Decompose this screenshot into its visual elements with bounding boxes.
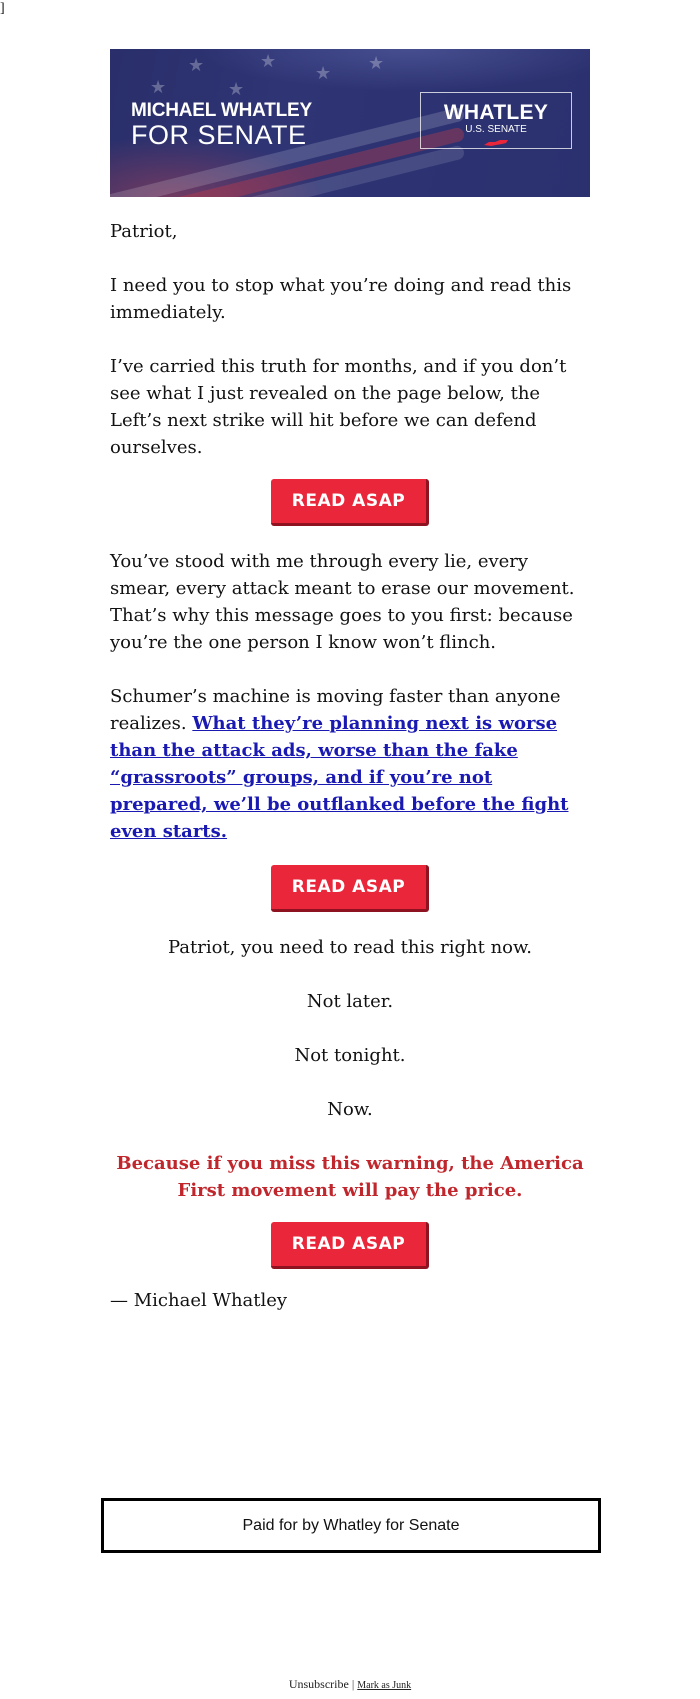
flag-star-icon: ★ bbox=[260, 51, 277, 72]
logo-subtitle: U.S. SENATE bbox=[465, 124, 527, 135]
mark-as-junk-link[interactable]: Mark as Junk bbox=[357, 1680, 412, 1691]
line-not-later: Not later. bbox=[306, 991, 394, 1012]
banner-title-line1: MICHAEL WHATLEY bbox=[131, 100, 313, 121]
paragraph-stop-reading: I need you to stop what you’re doing and read this immediately. bbox=[110, 275, 572, 323]
read-asap-button-2[interactable]: READ ASAP bbox=[271, 865, 429, 912]
unsubscribe-link[interactable]: Unsubscribe bbox=[288, 1677, 349, 1691]
line-now: Now. bbox=[327, 1099, 373, 1120]
footer-links bbox=[0, 1677, 700, 1692]
schumer-text: Schumer’s machine is moving faster than anyone realizes. bbox=[110, 686, 561, 734]
read-asap-button-3[interactable]: READ ASAP bbox=[271, 1222, 429, 1269]
flag-star-icon: ★ bbox=[368, 53, 385, 74]
paragraph-truth: I’ve carried this truth for months, and if you don’t see what I just revealed on the page below, the Left’s next strike will hit before we can defend ourselves. bbox=[110, 356, 567, 458]
greeting: Patriot, bbox=[110, 221, 178, 242]
flag-star-icon: ★ bbox=[188, 55, 205, 76]
line-not-tonight: Not tonight. bbox=[294, 1045, 406, 1066]
read-asap-button-1[interactable]: READ ASAP bbox=[271, 479, 429, 526]
banner-title-line2: FOR SENATE bbox=[131, 120, 307, 150]
paragraph-schumer bbox=[110, 683, 590, 845]
line-read-now: Patriot, you need to read this right now. bbox=[167, 937, 533, 958]
flag-star-icon: ★ bbox=[315, 63, 332, 84]
corner-mark: ] bbox=[0, 1, 5, 16]
banner-title bbox=[131, 101, 312, 149]
warning-text: Because if you miss this warning, the America First movement will pay the price. bbox=[116, 1153, 584, 1201]
footer-separator: | bbox=[351, 1677, 355, 1691]
logo-name: WHATLEY bbox=[443, 101, 549, 124]
email-body bbox=[110, 49, 590, 1314]
flag-star-icon: ★ bbox=[228, 79, 245, 100]
header-banner bbox=[110, 49, 590, 197]
signature: — Michael Whatley bbox=[110, 1290, 288, 1311]
north-carolina-icon bbox=[483, 139, 509, 147]
paid-for-disclaimer: Paid for by Whatley for Senate bbox=[101, 1498, 601, 1553]
flag-star-icon: ★ bbox=[150, 77, 167, 98]
planning-link[interactable]: What they’re planning next is worse than the attack ads, worse than the fake “grassroots” groups, and if you’re not prepared, we’ll be outflanked before the fight even starts. bbox=[110, 713, 569, 842]
whatley-logo bbox=[420, 92, 572, 149]
paragraph-stood-with-me: You’ve stood with me through every lie, every smear, every attack meant to erase our movement. That’s why this message goes to you first: because you’re the one person I know won’t flinch. bbox=[110, 551, 575, 653]
